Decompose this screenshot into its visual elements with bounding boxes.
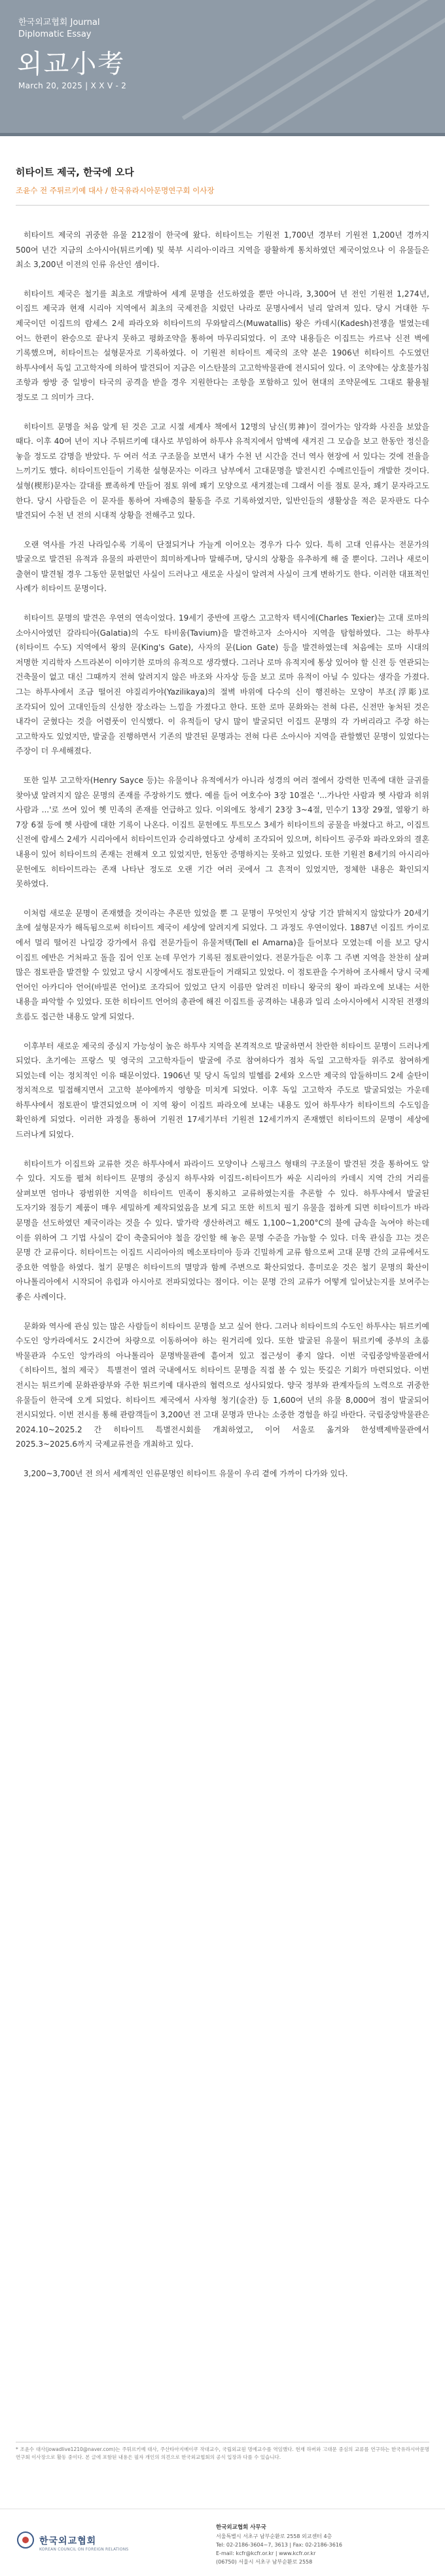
publisher-name-en: Diplomatic Essay: [18, 29, 92, 39]
banner-divider: [0, 133, 445, 136]
contact-postal: (06750) 서울시 서초구 남부순환로 2558: [216, 2559, 313, 2565]
kcfr-logo-icon: [17, 2531, 34, 2549]
decorative-stripe: [182, 0, 445, 136]
contact-org: 한국외교협회 사무국: [216, 2524, 266, 2531]
contact-phone: Tel: 02-2186-3604~7, 3613 | Fax: 02-2186-3616: [216, 2542, 343, 2548]
body-paragraph: 이처럼 새로운 문명이 존재했을 것이라는 추론만 있었을 뿐 그 문명이 무엇인지 상당 기간 밝혀지지 않았다가 20세기 초에 설형문자가 해독됨으로써 히타이트 제국이 세상에 알려지게 되었다. 그 과정도 우연이었다. 1887년 이집트 카이로 에서 멀리 떨어진 나일강 강가에서 유럽 전문가들이 유물저택(Tell el Amarna)을 들어보다 모였는데 이를 보고 당시 이집트 에반은 거처파고 돌을 집어 인포 논데 무언가 기록된 점토판이었다. 전문가들은 이후 그 주변 지역을 찬찬히 살펴 많은 점토판을 발견할 수 있었고 당시 시장에서도 점토판들이 거래되고 있었다. 이 점토판을 수거하여 조사해서 당시 국제 언어인 아카디아 언어(바빌론 언어)로 조각되어 있었고 단지 이름만 알려진 미타니 왕국의 왕이 파라오에 보내는 서한 내용을 파악할 수 있었다. 또한 히타이트 언어의 총관에 해진 이집트를 공격하는 내용과 일리 소아시아에서 시작된 전쟁의 흐름도 접근한 내용도 알게 되었다.: [16, 908, 429, 1021]
author-byline: 조윤수 전 주튀르키예 대사 / 한국유라시아문명연구회 이사장: [16, 186, 215, 195]
article-header: [0, 136, 445, 206]
body-paragraph: 히타이트 제국은 철기를 최초로 개발하여 세계 문명을 선도하였을 뿐만 아니라, 3,300여 년 전인 기원전 1,274년, 이집트 제국과 현재 시리아 지역에서 최초의 국제전을 치렀던 나라로 문명사에서 널리 알려져 있다. 당시 거대한 두 제국이던 이집트의 람세스 2세 파라오와 히타이트의 무와탈리스(Muwatallis) 왕은 카데시(Kadesh)전쟁을 벌였는데 어느 한편이 완승으로 끝나지 못하고 평화조약을 통하여 마무리되었다. 이 조약 내용들은 이집트는 카르낙 신전 벽에 기록했으며, 히타이트는 설형문자로 기록하였다. 이 기원전 히타이트 제국의 조약 분은 1906년 히타이트 수도였던 하투샤에서 독일 고고학자에 의하여 발견되어 지금은 이스탄불의 고고학박물관에 전시되어 있다. 이 조약에는 상호불가침 조항과 쌍방 중 일방이 타국의 공격을 받을 경우 지원한다는 조항을 포함하고 있어 현대의 조약문에도 그대로 활용될 정도로 그 의미가 크다.: [16, 289, 429, 402]
body-paragraph: 히타이트 문명을 처음 알게 된 것은 고교 시절 세계사 책에서 12명의 남신(男神)이 걸어가는 암각화 사진을 보았을 때다. 이후 40여 년이 지나 주튀르키예 대사로 부임하여 하투샤 유적지에서 암벽에 새겨진 그 모습을 보고 한동안 정신을 놓을 정도로 감명을 받았다. 두 여러 석조 구조물을 보면서 내가 수천 년 시간을 건너 역사 현장에 서 있다는 것에 전율을 느끼기도 했다. 히타이트인들이 기록한 설형문자는 이라크 남부에서 고대문명을 발전시킨 수메르인들이 개발한 것이다. 설형(楔形)문자는 갈대를 뾰족하게 만들어 점토 위에 꽤기 모양으로 새겨졌는데 그래서 이를 점토 문자, 꽤기 문자라고도 한다. 당시 사람들은 이 문자를 통하여 자배층의 활동을 주로 기록하였지만, 일반인들의 생활상을 적은 문자판도 다수 발견되어 수천 년 전의 시대적 상황을 전해주고 있다.: [16, 422, 429, 520]
body-paragraph: 오랜 역사를 가진 나라일수록 기록이 단절되거나 가늘게 이어오는 경우가 다수 있다. 특히 고대 인류사는 전문가의 발굴으로 발견된 유적과 유물의 파편만이 희미하게나마 말해주며, 당시의 상황을 유추하게 해 줄 뿐이다. 그러나 새로이 출현이 발견될 경우 그동안 문헌없던 사실이 드러나고 새로운 사실이 알려져 사실이 크게 변하기도 한다. 이러한 대표적인 사례가 히타이트 문명이다.: [16, 539, 429, 594]
series-title: 외교小考: [17, 49, 126, 79]
body-paragraph: 3,200~3,700년 전 의서 세계적인 인류문명인 히타이트 유물이 우리 곁에 가까이 다가와 있다.: [24, 1468, 348, 1478]
body-paragraph: 히타이트가 이집트와 교류한 것은 하투샤에서 파라이드 모양이나 스핑크스 형태의 구조물이 발견된 것을 통하여도 알 수 있다. 지도를 펼쳐 히타이트 문명의 중심지 하투샤와 이집트-히타이트가 싸운 시리아의 카데시 지역 간의 거리를 살펴보면 엄마나 광범위한 지역을 히타이트 민족이 통치하고 교류하였는지를 추론할 수 있다. 하투샤에서 발굴된 도자기와 점등기 제품이 매우 세밀하게 제작되었음을 보게 되고 또한 히트치 필기 유물을 접하게 되면 히타이트가 바라 문명을 선도하였던 제국이라는 것을 수 있다. 발가락 생산하려고 해도 1,100~1,200°C의 불에 금속을 녹여야 하는데 이를 위하여 그 기법 사실이 같이 축출되어야 철을 강인할 해 놓은 문명 수준을 가늠할 수 있다. 더욱 관심을 끄는 것은 문명 간 교류이다. 히타이트는 이집트 시리아아의 메소포타미아 등과 긴밀하게 교류 함으로써 고대 문명 간의 교류에서도 중요한 역할을 하였다. 철기 문명은 히타이트의 멸망과 함께 주변으로 확산되었다. 흥미로운 것은 철기 문명의 확산이 아나톨리아에서 시작되어 유럽과 아시아로 전파되었다는 점이다. 이는 문명 간의 교류가 어떻게 일어났는지를 보여주는 좋은 사례이다.: [16, 1159, 429, 1301]
contact-email[interactable]: E-mail: kcfr@kcfr.or.kr | www.kcfr.or.kr: [216, 2550, 316, 2556]
contact-address: 서울특별시 서초구 남부순환로 2558 외교센터 4층: [216, 2533, 332, 2539]
logo-subtitle: KOREAN COUNCIL ON FOREIGN RELATIONS: [39, 2547, 129, 2552]
body-paragraph: 또한 일부 고고학자(Henry Sayce 등)는 유물이나 유적에서가 아니라 성경의 여러 절에서 강력한 민족에 대한 글귀를 찾아냈 알려지지 않은 문명의 존재를 주장하기도 했다. 예를 들어 여호수아 3장 10절은 '...가나안 사람과 헷 사람과 히위 사람과 ...'로 쓰여 있어 헷 민족의 존재를 언급하고 있다. 이외에도 창세기 23장 3~4절, 민수기 13장 29절, 열왕기 하 7장 6절 등에 헷 사람에 대한 기록이 나온다. 이집트 문헌에도 투트모스 3세가 히타이트의 공물을 바쳤다고 하고, 이집트 신전에 람세스 2세가 시리아에서 히타이트인과 승리하였다고 상세히 조각되어 있으며, 히타이트 공주와 파라오와의 결혼 내용이 있어 히타이트의 존재는 전해져 오고 있었지만, 헌동안 증명하지는 못하고 있었다. 또한 기원전 8세기의 아시리아 문헌에도 히타이트라는 존재 나타난 정도로 오랜 기간 여러 곳에서 그 흔적이 있었지만, 정체한 내용은 확인되지 못하였다.: [16, 776, 429, 889]
publisher-name-ko: 한국외교협회 Journal: [18, 18, 100, 27]
publisher-name: [18, 17, 99, 41]
body-paragraph: 이후부터 새로운 제국의 중심지 가능성이 높은 하투샤 지역을 본격적으로 발굴하면서 찬란한 히타이트 문명이 드러나게 되었다. 초기에는 프랑스 및 영국의 고고학자들이 발굴에 주로 참여하다가 점차 독일 고고학자들 위주로 참여하게 되었는데 이는 정치적인 이유 때문이었다. 1906년 및 당시 독일의 빌헬름 2세와 오스만 제국의 압둘하미드 2세 술탄이 정치적으로 밀접해지면서 고고학 분야에까지 영향을 미치게 되었다. 이후 독일 고고학자 주도로 발굴되었는 가운데 하투샤에서 점토판이 발견되었으며 이 지역 왕이 이집트 파라오에 보내는 내용도 있어 하투샤가 히타이트의 수도임을 확인하게 되었다. 이러한 과정을 통하여 기원전 17세기부터 기원전 12세기까지 존재했던 히타이트의 문명이 세상에 드러나게 되었다.: [16, 1041, 429, 1140]
contact-info: [216, 2524, 342, 2566]
author-footnote: * 조윤수 대사(jowadlive1210@naver.com)는 주튀르키예 대사, 주산타아지메이쿠 작대교수, 국립외교원 명예교수를 역임했다. 현재 하버와 고대문 중심의 교류를 연구하는 한국유라시아문명연구회 이사장으로 활동 중이다. 본 글에 포함된 내용은 필자 개인의 의견으로 한국외교협회의 공식 입장과 다를 수 있습니다.: [16, 2446, 429, 2460]
body-paragraph: 히타이트 문명의 발견은 우연의 연속이었다. 19세기 중반에 프랑스 고고학자 텍시에(Charles Texier)는 고대 로마의 소아시아였던 갈라티아(Galatia)의 수도 타비움(Tavium)을 발견하고자 소아시아 지역을 탐험하였다. 그는 하투샤(히타이트 수도) 지역에서 왕의 문(King's Gate), 사자의 문(Lion Gate) 등을 발견하였는데 처음에는 로마 시대의 저명한 지리학자 스트라본이 이야기한 로마의 유적으로 생각했다. 그러나 로마 유적지에 통상 있어야 할 신전 등 연관되는 건축물이 없고 대신 그때까지 전혀 알려지지 않은 바조와 사자상 등을 보고 로마 유적이 아닐 수 있다는 생각을 가졌다. 그는 하투샤에서 조금 떨어진 야질리카야(Yazilikaya)의 절벽 바위에 다수의 신이 행진하는 모양이 부조(浮彫)로 조각되어 있어 고대인들의 신성한 장소라는 느낌을 가졌다고 한다. 또한 로마 문화와는 전혀 다른, 신전만 놓처된 것은 내각이 굳혔다는 것을 어렴풋이 인식했다. 이 유적들이 당시 많이 발굴되던 이집트 문명의 각 가버리라고 주장 하는 고고학자도 있었지만, 발굴을 진행하면서 기존의 발견된 문명과는 전혀 다른 소아시아 지역을 관할했던 문명이 있었다는 주장이 더 우세해졌다.: [16, 613, 429, 756]
journal-banner: [0, 0, 445, 136]
body-paragraph: 문화와 역사에 관심 있는 많은 사람들이 히타이트 문명을 보고 싶어 한다. 그러나 히타이트의 수도인 하투샤는 튀르키예 수도인 앙카라에서도 2시간여 차량으로 이동하여야 하는 원거리에 있다. 또한 발굴된 유물이 튀르키예 중부의 초룸 박물관과 수도인 앙카라의 아나톨리아 문명박물관에 흩어져 있고 접근성이 좋지 않다. 이번 국립중앙박물관에서 《히타이트, 철의 제국》 특별전이 열려 국내에서도 히타이트 문명을 직접 볼 수 있는 뜻깊은 기회가 마련되었다. 이번 전시는 튀르키예 문화관광부와 주한 튀르키예 대사관의 협력으로 성사되었다. 양국 정부와 관계자들의 노력으로 귀중한 유물들이 한국에 오게 되었다. 히타이트 제국에서 사자형 청기(술잔) 등 1,600여 년의 유물 8,000여 점이 발굴되어 전시되었다. 이번 전시를 통해 관람객들이 3,200년 전 고대 문명과 만나는 소중한 경험을 하길 바란다. 국립중앙박물관은 2024.10~2025.2 간 히타이트 특별전시회를 개최하였고, 이어 서울로 옮겨와 한성백제박물관에서 2025.3~2025.6까지 국제교류전을 개최하고 있다.: [16, 1321, 429, 1449]
article-body: [0, 206, 445, 1481]
article-title: 히타이트 제국, 한국에 오다: [16, 166, 134, 178]
logo-text: 한국외교협회: [39, 2536, 97, 2547]
issue-date: March 20, 2025 | X X V - 2: [18, 81, 127, 90]
publisher-footer: [0, 2509, 445, 2576]
body-paragraph: 히타이트 제국의 귀중한 유물 212점이 한국에 왔다. 히타이트는 기원전 1,700년 경부터 기원전 1,200년 경까지 500여 년간 지금의 소아시아(튀르키예) 및 북부 시리아·이라크 지역을 광활하게 통치하였던 제국이었으나 이 유물들은 최소 3,200년 이전의 인류 유산인 셈이다.: [16, 230, 429, 270]
